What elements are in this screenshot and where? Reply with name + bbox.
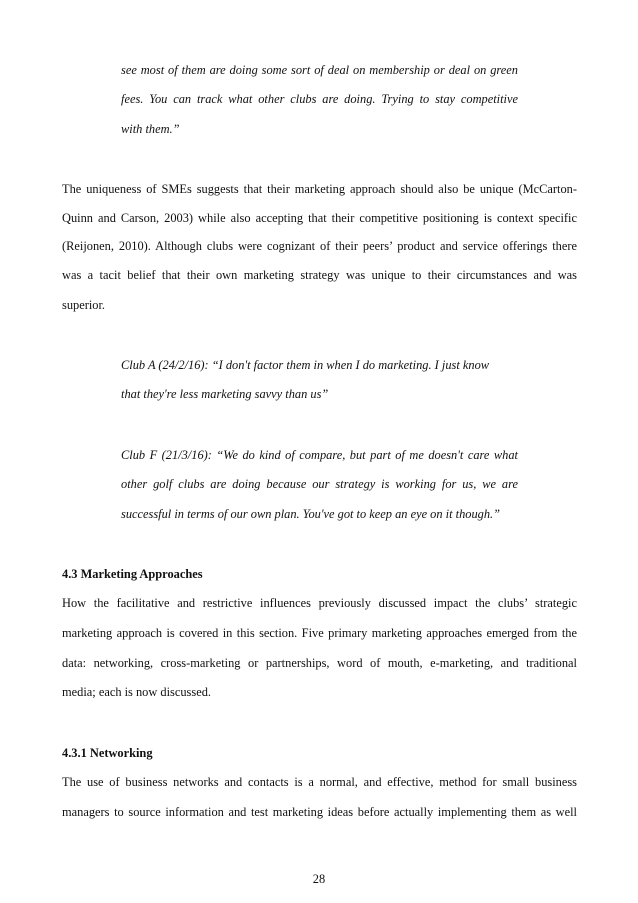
section-4-3-line-3: data: networking, cross-marketing or partnerships, word of mouth, e-marketing, and traditional — [62, 656, 577, 670]
quote-club-a-line-2: that they're less marketing savvy than us” — [121, 387, 329, 401]
paragraph-1-line-3: (Reijonen, 2010). Although clubs were cognizant of their peers’ product and service offerings there — [62, 239, 577, 253]
quote-top-line-1: see most of them are doing some sort of deal on membership or deal on green — [121, 63, 518, 77]
quote-club-f-line-2: other golf clubs are doing because our strategy is working for us, we are — [121, 477, 518, 491]
section-4-3-1-line-2: managers to source information and test marketing ideas before actually implementing them as well — [62, 805, 577, 819]
quote-club-a-line-1: Club A (24/2/16): “I don't factor them in when I do marketing. I just know — [121, 358, 490, 372]
paragraph-1-line-5: superior. — [62, 298, 106, 312]
section-heading-4-3: 4.3 Marketing Approaches — [62, 567, 203, 581]
section-4-3-1-line-1: The use of business networks and contacts is a normal, and effective, method for small business — [62, 775, 577, 789]
quote-club-f-line-1: Club F (21/3/16): “We do kind of compare, but part of me doesn't care what — [121, 448, 518, 462]
section-4-3-line-1: How the facilitative and restrictive influences previously discussed impact the clubs’ strategic — [62, 596, 577, 610]
section-4-3-line-2: marketing approach is covered in this section. Five primary marketing approaches emerged from the — [62, 626, 577, 640]
paragraph-1-line-4: was a tacit belief that their own marketing strategy was unique to their circumstances and was — [62, 268, 577, 282]
section-4-3-line-4: media; each is now discussed. — [62, 685, 211, 699]
quote-top-line-2: fees. You can track what other clubs are doing. Trying to stay competitive — [121, 92, 518, 106]
page-number: 28 — [312, 872, 326, 886]
paragraph-1-line-1: The uniqueness of SMEs suggests that their marketing approach should also be unique (McCarton- — [62, 182, 577, 196]
quote-club-f-line-3: successful in terms of our own plan. You've got to keep an eye on it though.” — [121, 507, 501, 521]
quote-top-line-3: with them.” — [121, 122, 180, 136]
section-heading-4-3-1: 4.3.1 Networking — [62, 746, 153, 760]
paragraph-1-line-2: Quinn and Carson, 2003) while also accepting that their competitive positioning is context specific — [62, 211, 577, 225]
